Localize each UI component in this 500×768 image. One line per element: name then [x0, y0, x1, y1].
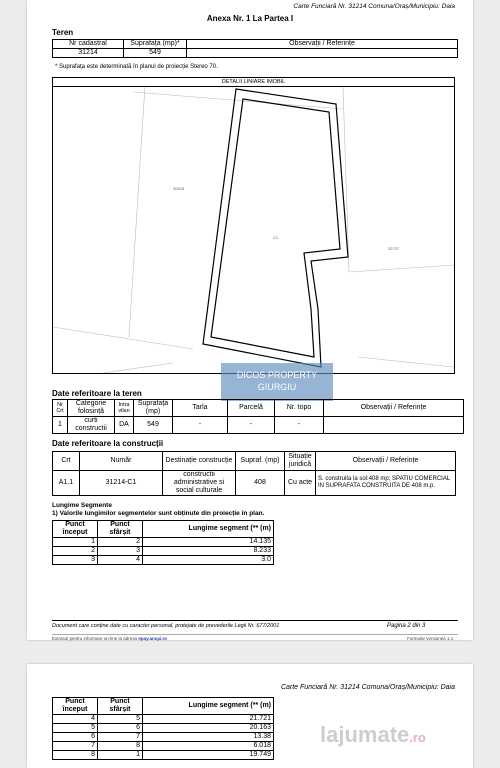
cell: 6 [98, 724, 143, 733]
header-cell: Lungime segment (** (m) [143, 521, 274, 538]
table-row [53, 733, 274, 742]
date-teren-title: Date referitoare la teren [52, 389, 142, 398]
header-cell: Parcelă [228, 400, 275, 417]
page-header: Carte Funciară Nr. 31214 Comuna/Oraș/Municipiu: Daia [280, 684, 455, 691]
map-label-west: 30628 [173, 186, 185, 191]
cell: S. construita la sol:408 mp; SPATIU COMERCIAL IN SUPRAFATA CONSTRUITA DE 408 m.p. [316, 471, 456, 496]
teren-section-title: Teren [52, 28, 74, 37]
site-watermark-tld: .ro [409, 730, 426, 745]
teren-table [52, 39, 458, 58]
segments-subtitle: 1) Valorile lungimilor segmentelor sunt obținute din proiecție în plan. [52, 510, 265, 517]
cell: - [173, 417, 228, 434]
map-label-east: 32737 [388, 246, 400, 251]
footer-online-prefix: Extrasul pentru informare on-line la adresa [52, 636, 138, 641]
site-watermark [320, 722, 426, 748]
cell: 3 [53, 556, 98, 565]
watermark-line: GIURGIU [257, 382, 297, 392]
cell-suprafata: 549 [124, 49, 187, 58]
annex-title: Anexa Nr. 1 La Partea I [206, 14, 294, 23]
header-cell: Situație juridică [285, 452, 316, 471]
segments-table-continued [52, 697, 274, 760]
footer-link[interactable]: epay.ancpi.ro [138, 636, 167, 641]
header-cell: Suprafața (mp) [134, 400, 173, 417]
header-cell: Observații / Referințe [324, 400, 464, 417]
cell: 7 [98, 733, 143, 742]
table-row [53, 556, 274, 565]
header-cell: Punct sfârșit [98, 521, 143, 538]
header-cell: Nr cadastral [53, 40, 124, 49]
header-cell: Nr Crt [53, 400, 68, 417]
cell: Cu acte [285, 471, 316, 496]
cell: 14.135 [143, 538, 274, 547]
cell: 7 [53, 742, 98, 751]
header-cell: Nr. topo [275, 400, 324, 417]
footer-online [52, 636, 167, 641]
page-header: Carte Funciară Nr. 31214 Comuna/Oraș/Municipiu: Daia [293, 3, 455, 10]
parcel-drawing [53, 87, 454, 373]
cell: 3.0 [143, 556, 274, 565]
cell: 31214-C1 [80, 471, 163, 496]
cell: 5 [98, 715, 143, 724]
cell: 408 [236, 471, 285, 496]
cell: 6.018 [143, 742, 274, 751]
cell: - [275, 417, 324, 434]
header-cell: Crt [53, 452, 80, 471]
cell: 1 [98, 751, 143, 760]
segments-title: Lungime Segmente [52, 502, 112, 509]
cell: curti constructii [68, 417, 115, 434]
header-cell: Lungime segment (** (m) [143, 698, 274, 715]
cell: 1 [53, 417, 68, 434]
header-cell: Punct început [53, 698, 98, 715]
site-watermark-name: lajumate [320, 722, 410, 747]
header-cell: Suprafața (mp)* [124, 40, 187, 49]
cell: 3 [98, 547, 143, 556]
parcel-map [52, 77, 455, 374]
table-row [53, 547, 274, 556]
cell: 2 [98, 538, 143, 547]
cell [324, 417, 464, 434]
cell: 13.38 [143, 733, 274, 742]
table-row [53, 538, 274, 547]
footer-divider [52, 620, 458, 621]
header-cell: Punct sfârșit [98, 698, 143, 715]
cell: 5 [53, 724, 98, 733]
header-cell: Număr [80, 452, 163, 471]
header-cell: Observații / Referințe [187, 40, 458, 49]
cell: 4 [98, 556, 143, 565]
cell-nr-cadastral: 31214 [53, 49, 124, 58]
footer-page: Pagina 2 din 3 [387, 623, 426, 629]
map-label-center: C1 [273, 235, 279, 240]
cell: 549 [134, 417, 173, 434]
cell: - [228, 417, 275, 434]
cell: DA [115, 417, 134, 434]
header-cell: Destinație construcție [163, 452, 236, 471]
segments-table [52, 520, 274, 565]
table-row [53, 751, 274, 760]
date-teren-table [52, 399, 464, 434]
cell: 20.163 [143, 724, 274, 733]
footer-divider-2 [52, 634, 458, 635]
cell: 8.233 [143, 547, 274, 556]
footer-legal: Document care conține date cu caracter personal, protejate de prevederile Legii Nr. 677/2001 [52, 623, 280, 629]
document-page-2 [27, 664, 473, 768]
cell-observatii [187, 49, 458, 58]
footnote: * Suprafața este determinată în planul de proiecție Stereo 70. [55, 64, 218, 70]
date-constructii-table [52, 451, 456, 496]
table-row [53, 715, 274, 724]
table-row [53, 742, 274, 751]
cell: 2 [53, 547, 98, 556]
header-cell: Intra vilan [115, 400, 134, 417]
cell: 21.721 [143, 715, 274, 724]
map-caption: DETALII LINIARE IMOBIL [53, 78, 454, 87]
cell: 6 [53, 733, 98, 742]
cell: 8 [98, 742, 143, 751]
cell: 8 [53, 751, 98, 760]
cell: 1 [53, 538, 98, 547]
header-cell: Supraf. (mp) [236, 452, 285, 471]
table-row [53, 724, 274, 733]
date-constructii-title: Date referitoare la construcții [52, 439, 164, 448]
cell: constructii administrative si social culturale [163, 471, 236, 496]
header-cell: Tarla [173, 400, 228, 417]
cell: 4 [53, 715, 98, 724]
header-cell: Observații / Referințe [316, 452, 456, 471]
footer-version: Formular versiunea 1.1 [407, 636, 454, 641]
cell: 19.749 [143, 751, 274, 760]
cell: A1.1 [53, 471, 80, 496]
header-cell: Punct început [53, 521, 98, 538]
document-page-1 [27, 0, 473, 640]
header-cell: Categorie folosință [68, 400, 115, 417]
agency-watermark [221, 363, 333, 401]
watermark-line: DICOS PROPERTY [236, 370, 318, 380]
